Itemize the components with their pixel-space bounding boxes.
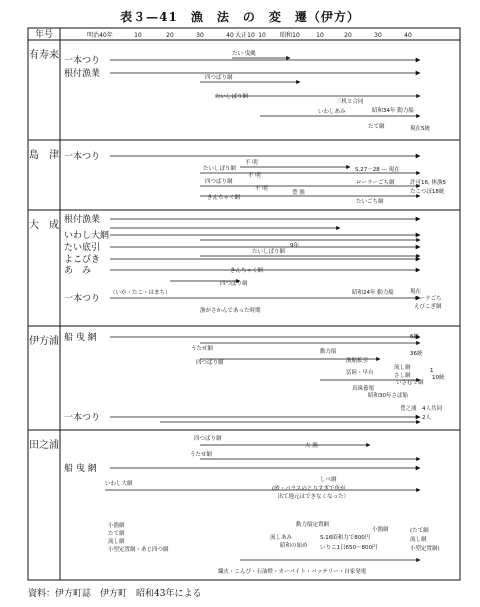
period-annotation: ローラごち	[414, 296, 442, 302]
year-label: 40	[404, 32, 412, 39]
period-annotation: うたせ網	[190, 452, 213, 458]
year-label: 30	[196, 32, 204, 39]
period-annotation: たい 曳縄	[232, 51, 256, 57]
method-label: あ み	[64, 266, 92, 276]
period-annotation: たこつぼ18統	[410, 189, 445, 195]
method-label: よこびき	[64, 255, 101, 265]
period-annotation: 小漁網	[108, 523, 125, 529]
period-annotation: 出て地元はできなくなった）	[272, 494, 350, 500]
year-label: 昭和10	[280, 32, 300, 39]
method-label: 船 曳 網	[64, 464, 97, 474]
period-annotation: 動力船	[320, 349, 337, 355]
period-annotation: 小漁網	[372, 527, 389, 533]
period-annotation: 許可16, 休漁5	[410, 180, 446, 186]
period-annotation: たて網	[108, 531, 125, 537]
period-annotation: 現在	[410, 289, 422, 295]
period-annotation: 9年	[290, 243, 299, 249]
period-annotation: (たて網	[410, 528, 429, 534]
period-annotation: いわしあみ	[318, 109, 346, 115]
period-annotation: 昭和の始め	[280, 543, 308, 549]
timeline-bars	[64, 49, 446, 575]
period-annotation: いわし大網	[105, 481, 133, 487]
method-label: 船 曳 網	[64, 333, 97, 343]
year-label: 10	[134, 32, 142, 39]
method-label: いわし大網	[64, 231, 110, 241]
period-annotation: 真珠養殖	[352, 386, 375, 392]
period-annotation: S.27～28 — 現在	[355, 167, 400, 173]
period-annotation: 繊火・こんぴ・石油燈・カーバイト・バッテリー・自家発電	[218, 569, 367, 575]
period-annotation: 2人	[422, 415, 431, 421]
period-annotation: えびこぎ網	[414, 304, 442, 310]
year-label: 30	[374, 32, 382, 39]
period-annotation: 四つばり網	[194, 436, 222, 442]
year-label: 明治40年	[87, 32, 113, 39]
method-label: 一本つり	[64, 294, 101, 304]
period-annotation: ローラーごち網	[356, 180, 395, 186]
section-name: 田之浦	[29, 440, 59, 451]
year-axis	[35, 28, 412, 40]
period-annotation: きんちゃく網	[230, 268, 264, 274]
period-annotation: S.16昭和力で800円	[320, 535, 371, 541]
method-label: 一本つり	[64, 413, 101, 423]
period-annotation: 1	[430, 368, 434, 374]
period-annotation: 不 明	[255, 186, 268, 192]
year-label: 10	[316, 32, 324, 39]
section-name: 伊方浦	[29, 336, 59, 347]
source-note: 資料：伊方町誌 伊方町 昭和43年による	[28, 589, 202, 599]
year-label: 40	[226, 32, 234, 39]
period-annotation: 冨陸・早台	[346, 370, 374, 376]
period-annotation: 小型定置網・あじ四つ網	[108, 547, 169, 553]
period-annotation: 漁船拡引	[346, 358, 369, 364]
period-annotation: 動力船定置網	[296, 522, 330, 528]
year-label: 大正10	[235, 32, 255, 39]
method-label: たい底引	[64, 243, 101, 253]
year-label: 20	[166, 32, 174, 39]
period-annotation: 四つばり網	[220, 281, 248, 287]
period-annotation: 10統	[432, 375, 445, 381]
period-annotation: 昭和24年 動力船	[352, 290, 394, 296]
period-annotation: 現在5統	[410, 126, 430, 132]
period-annotation: 6統	[410, 334, 419, 340]
period-annotation: いさむて網	[396, 380, 424, 386]
period-annotation: 36統	[410, 351, 423, 357]
period-annotation: 不 明	[245, 160, 258, 166]
period-annotation: 流しあみ	[270, 535, 293, 541]
period-annotation: 大 漁	[305, 443, 318, 449]
year-label: 20	[344, 32, 352, 39]
period-annotation: 4人共同	[422, 406, 442, 412]
section-name: 大 成	[29, 220, 59, 231]
period-annotation: 四つばり網	[205, 179, 233, 185]
period-annotation: 三机と合同	[336, 99, 364, 105]
period-annotation: 小型定置網)	[410, 546, 440, 552]
period-annotation: 豊之浦	[400, 406, 417, 412]
period-annotation: たいしばり網	[215, 94, 249, 100]
period-annotation: たいごち網	[356, 199, 384, 205]
method-label: 根付漁業	[64, 69, 101, 79]
period-annotation: いりこ1日650～800円	[320, 545, 378, 551]
period-annotation: うたせ網	[191, 346, 214, 352]
period-annotation: たいしばり網	[203, 166, 237, 172]
document-title: 表３—41 漁 法 の 変 遷（伊方）	[120, 10, 360, 24]
period-annotation: 四つばり網	[205, 75, 233, 81]
period-annotation: さし網	[394, 373, 411, 379]
period-annotation: 昭和34年 動力船	[372, 108, 414, 114]
period-annotation: 豊 漁	[292, 190, 305, 196]
period-annotation: 流し網	[108, 539, 125, 545]
corner-label: 年号	[34, 30, 54, 40]
period-annotation: きんちゃく網	[207, 195, 241, 201]
period-annotation: (砂・バラスのとりすぎで魚が	[272, 486, 346, 492]
method-label: 根付漁業	[64, 215, 101, 225]
method-label: 一本つり	[64, 152, 101, 162]
period-annotation: 不 明	[248, 173, 261, 179]
period-annotation: 漁がさかんであった時期	[200, 308, 261, 314]
section-name: 有寿来	[29, 50, 59, 61]
period-annotation: 昭和30年さば船	[368, 393, 408, 399]
period-annotation: 流し網	[410, 537, 427, 543]
method-label: 一本つり	[64, 56, 101, 66]
section-name: 島 津	[29, 150, 59, 161]
period-annotation: 四つばり網	[196, 360, 224, 366]
period-annotation: しべ網	[320, 477, 337, 483]
year-label: 10	[258, 32, 266, 39]
period-annotation: たて網	[368, 124, 385, 130]
period-annotation: 流し網	[394, 365, 411, 371]
period-annotation: たいしばり網	[252, 249, 286, 255]
period-annotation: （いか・たこ・はまち）	[110, 290, 171, 296]
